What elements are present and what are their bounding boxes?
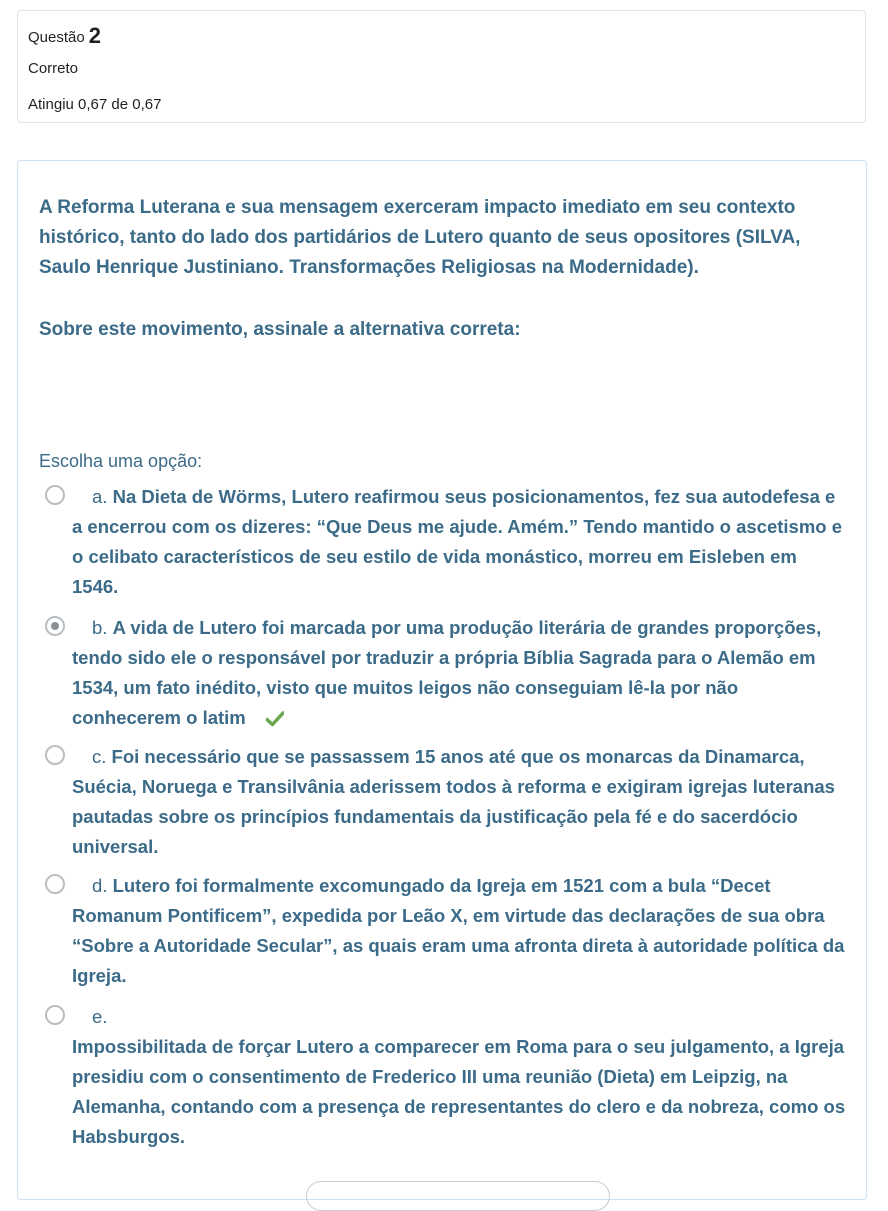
radio-option-a[interactable]	[45, 485, 65, 505]
option-e-body: Impossibilitada de forçar Lutero a comparecer em Roma para o seu julgamento, a Igreja presidiu com o consentimento de Frederico III uma reunião (Dieta) em Leipzig, na Alemanha, contando com a presença de representantes do clero e da nobreza, como os Habsburgos.	[72, 1036, 846, 1147]
question-label: Questão	[28, 29, 85, 46]
question-number: 2	[88, 23, 101, 48]
radio-option-e[interactable]	[45, 1005, 65, 1025]
next-button-edge[interactable]	[306, 1181, 610, 1211]
option-c-letter: c.	[92, 746, 107, 767]
option-e-letter: e.	[92, 1006, 108, 1027]
question-prompt: Sobre este movimento, assinale a alternativa correta:	[39, 319, 521, 340]
choose-option-label: Escolha uma opção:	[39, 451, 203, 471]
question-heading	[28, 23, 101, 49]
question-content-box	[17, 160, 867, 1200]
option-b-body: A vida de Lutero foi marcada por uma produção literária de grandes proporções, tendo sido ele o responsável por traduzir a própria Bíblia Sagrada para o Alemão em 1534, um fato inédito, visto que muitos leigos não conseguiam lê-la por não conhecerem o latim	[72, 617, 822, 728]
radio-option-b[interactable]	[45, 616, 65, 636]
radio-option-d[interactable]	[45, 874, 65, 894]
option-b-text	[72, 613, 847, 736]
question-text: A Reforma Luterana e sua mensagem exerceram impacto imediato em seu contexto histórico, tanto do lado dos partidários de Lutero quanto de seus opositores (SILVA, Saulo Henrique Justiniano. Transformações Religiosas na Modernidade).	[39, 197, 801, 278]
option-d-text	[72, 871, 847, 991]
radio-option-c[interactable]	[45, 745, 65, 765]
option-a-text	[72, 482, 847, 602]
option-a-body: Na Dieta de Wörms, Lutero reafirmou seus posicionamentos, fez sua autodefesa e a encerrou com os dizeres: “Que Deus me ajude. Amém.” Tendo mantido o ascetismo e o celibato característicos de seu estilo de vida monástico, morreu em Eisleben em 1546.	[72, 486, 843, 597]
question-state: Correto	[28, 60, 79, 77]
question-info-box	[17, 10, 866, 123]
option-b-letter: b.	[92, 617, 108, 638]
option-c-body: Foi necessário que se passassem 15 anos até que os monarcas da Dinamarca, Suécia, Noruega e Transilvânia aderissem todos à reforma e exigiram igrejas luteranas pautadas sobre os princípios fundamentais da justificação pela fé e do sacerdócio universal.	[72, 746, 835, 857]
option-d-body: Lutero foi formalmente excomungado da Igreja em 1521 com a bula “Decet Romanum Pontificem”, expedida por Leão X, em virtude das declarações de sua obra “Sobre a Autoridade Secular”, as quais eram uma afronta direta à autoridade política da Igreja.	[72, 875, 845, 986]
option-d-letter: d.	[92, 875, 108, 896]
question-grade: Atingiu 0,67 de 0,67	[28, 96, 162, 113]
check-icon	[246, 706, 284, 736]
option-a-letter: a.	[92, 486, 108, 507]
option-c-text	[72, 742, 847, 862]
option-e-text	[72, 1002, 847, 1152]
